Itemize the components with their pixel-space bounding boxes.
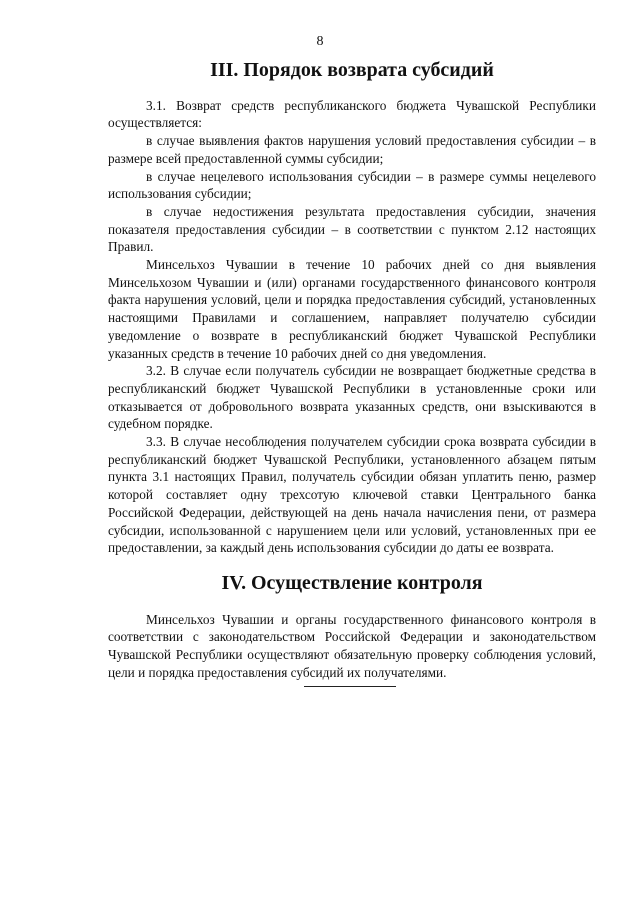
paragraph-3-1: 3.1. Возврат средств республиканского бюджета Чувашской Республики осуществляется:	[108, 97, 596, 131]
document-body	[108, 59, 596, 682]
paragraph-3-3: 3.3. В случае несоблюдения получателем субсидии срока возврата субсидии в республиканский бюджет Чувашской Республики, установленного абзацем пятым пункта 3.1 настоящих Правил, получатель субсидии обязан уплатить пеню, размер которой составляет одну трехсотую ключевой ставки Центрального банка Российской Федерации, действующей на день начала начисления пени, от размера субсидии, использованной с нарушением цели или условий, установленных при ее предоставлении, за каждый день использования субсидии до даты ее возврата.	[108, 434, 596, 556]
paragraph-3-2: 3.2. В случае если получатель субсидии не возвращает бюджетные средства в республиканский бюджет Чувашской Республики в установленные сроки или отказывается от добровольного возврата указанных средств, они взыскиваются в судебном порядке.	[108, 363, 596, 432]
paragraph-3-1-result: в случае недостижения результата предоставления субсидии, значения показателя предоставления субсидии – в соответствии с пунктом 2.12 настоящих Правил.	[108, 203, 596, 255]
section-4-title: IV. Осуществление контроля	[221, 571, 483, 594]
section-3-title: III. Порядок возврата субсидий	[210, 59, 494, 81]
page-number: 8	[316, 34, 324, 49]
paragraph-3-1-misuse: в случае нецелевого использования субсидии – в размере суммы нецелевого использования субсидии;	[108, 168, 596, 202]
end-divider-line	[304, 686, 396, 687]
paragraph-3-1-notice: Минсельхоз Чувашии в течение 10 рабочих дней со дня выявления Минсельхозом Чувашии и (или) органами государственного финансового контроля факта нарушения условий, цели и порядка предоставления субсидий, установленных настоящими Правилами и соглашением, направляет получателю субсидии уведомление о возврате в республиканский бюджет Чувашской Республики указанных средств в течение 10 рабочих дней со дня уведомления.	[108, 257, 596, 361]
paragraph-3-1-violation: в случае выявления фактов нарушения условий предоставления субсидии – в размере всей предоставленной суммы субсидии;	[108, 133, 596, 166]
section-4-body	[108, 611, 596, 682]
paragraph-4-control: Минсельхоз Чувашии и органы государственного финансового контроля в соответствии с законодательством Российской Федерации и законодательством Чувашской Республики осуществляют обязательную проверку соблюдения условий, цели и порядка предоставления субсидий их получателями.	[108, 611, 596, 680]
section-3-body	[108, 97, 596, 557]
